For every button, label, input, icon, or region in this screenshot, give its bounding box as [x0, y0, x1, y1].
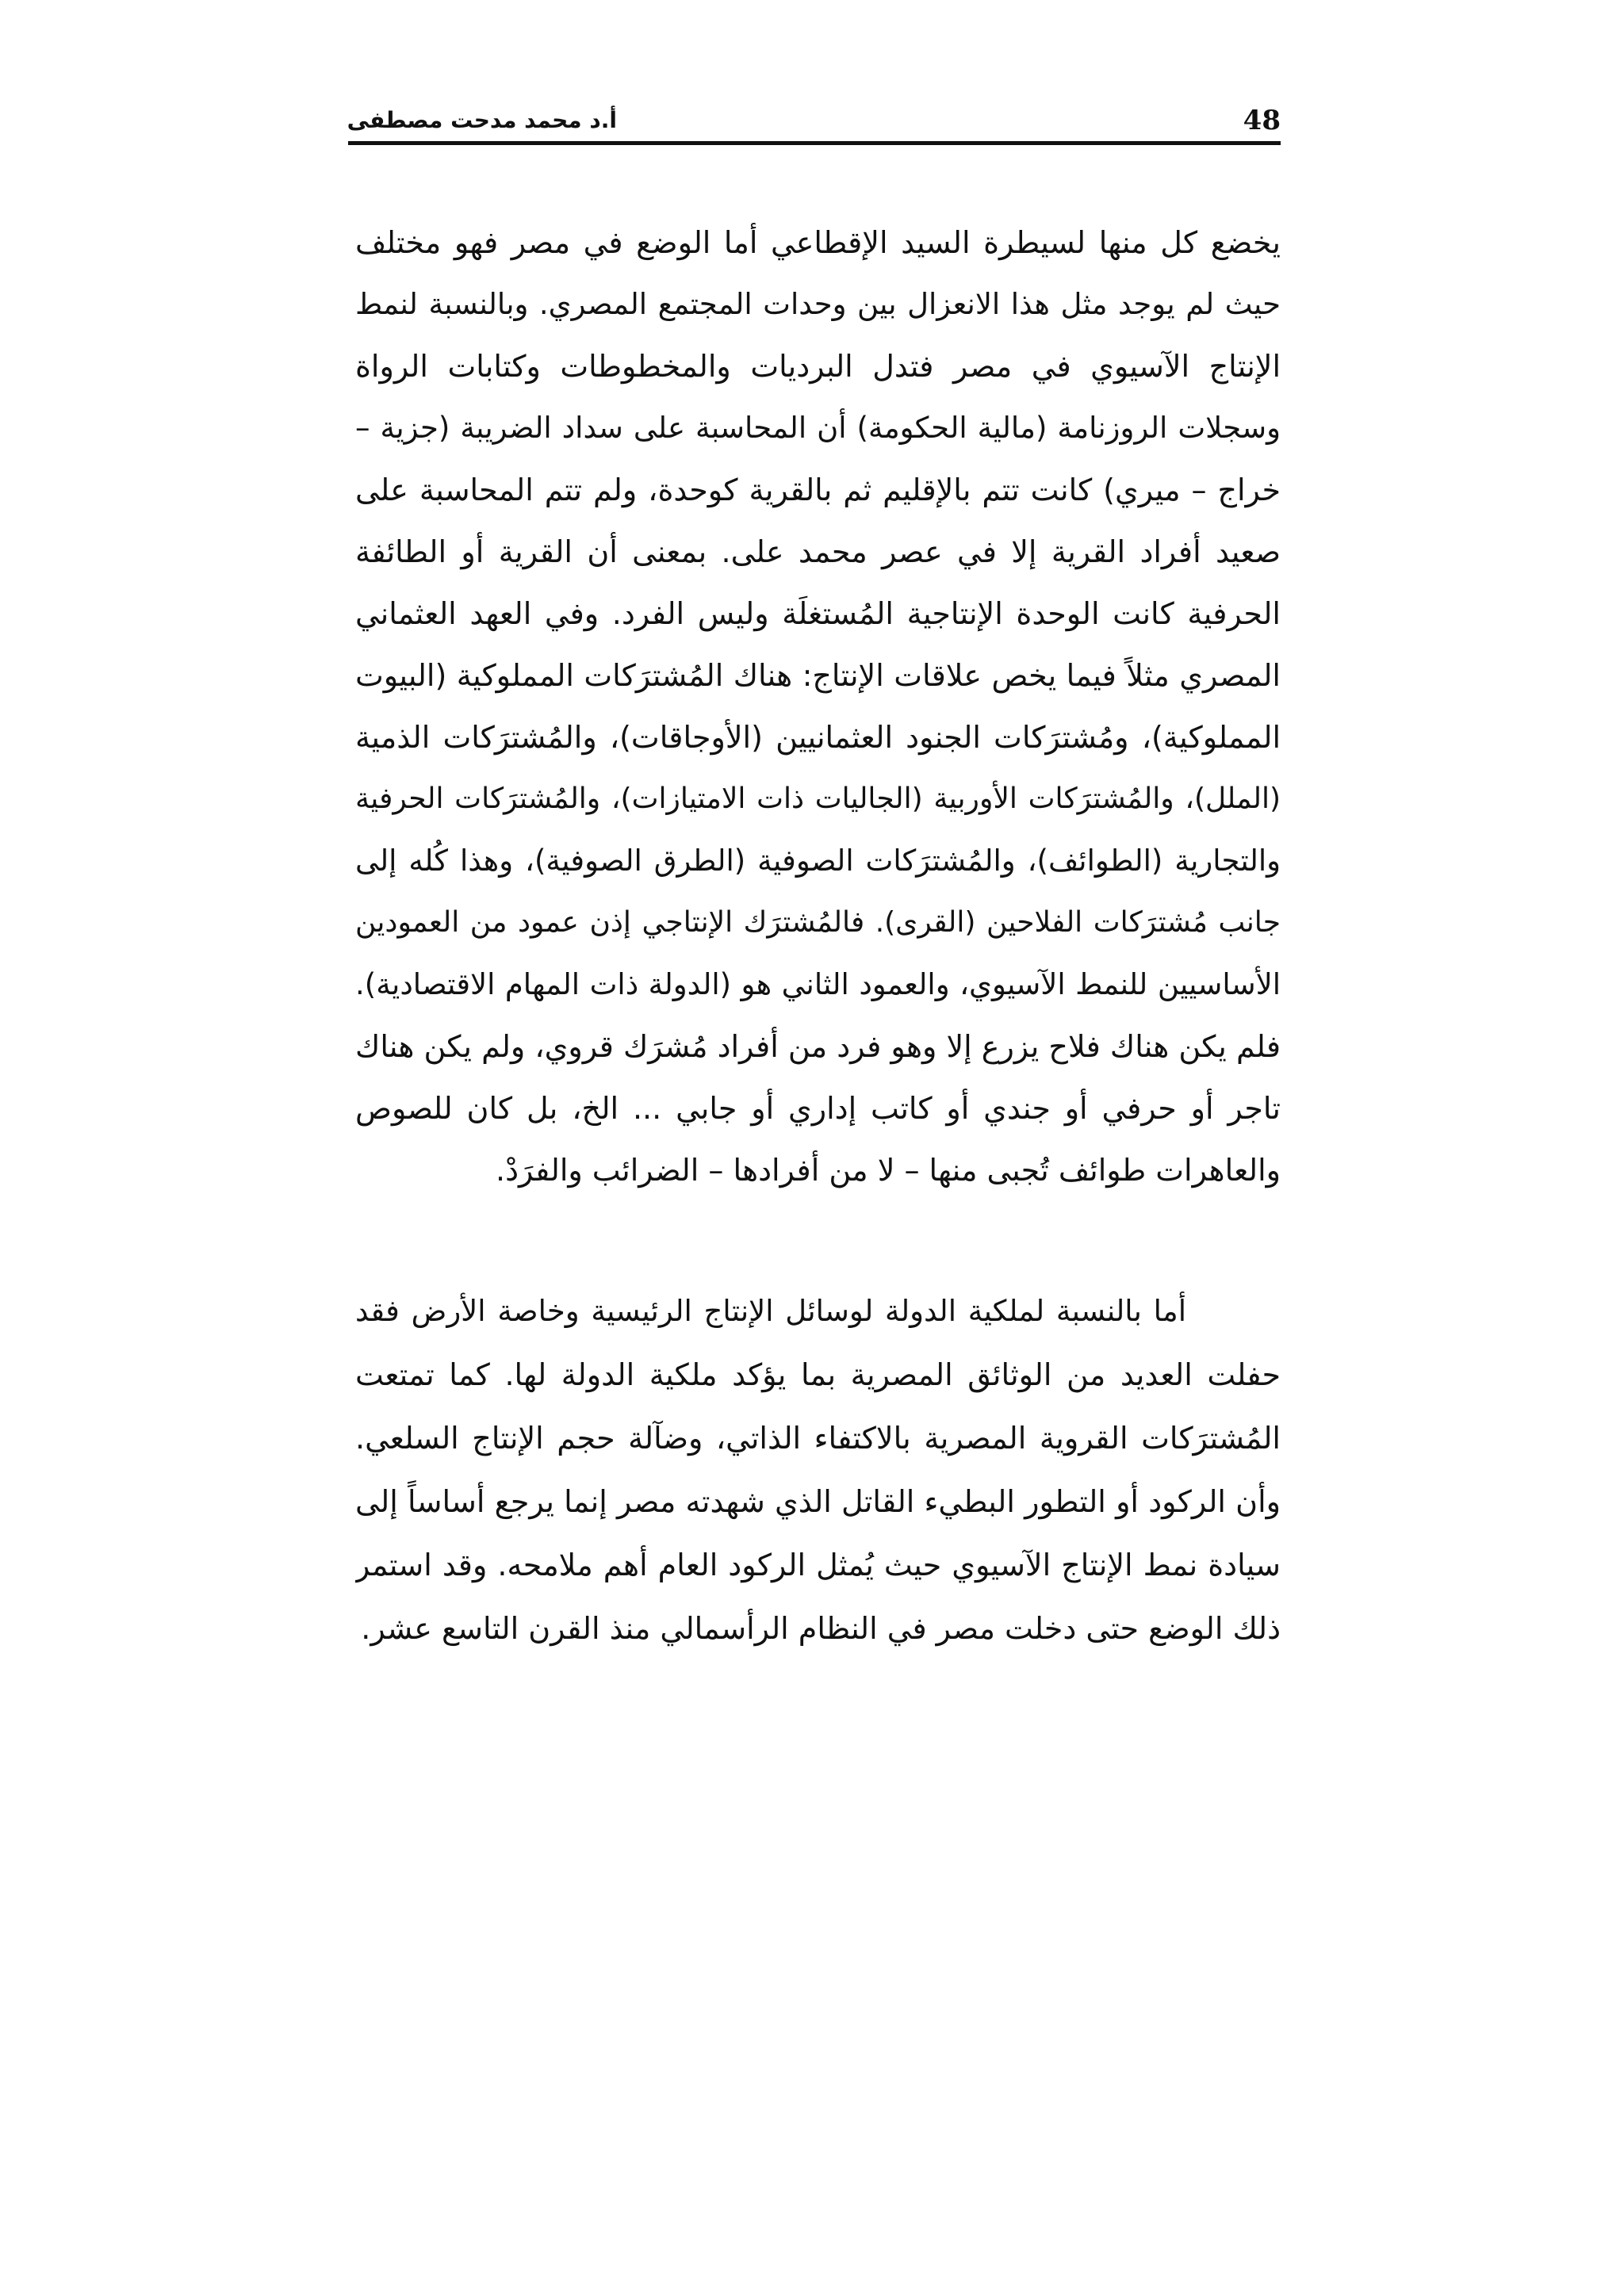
header-rule	[348, 141, 1281, 145]
text-line: يخضع كل منها لسيطرة السيد الإقطاعي أما الوضع في مصر فهو مختلف	[355, 225, 1281, 260]
text-line: وأن الركود أو التطور البطيء القاتل الذي شهدته مصر إنما يرجع أساساً إلى	[355, 1484, 1281, 1519]
text-line: الأساسيين للنمط الآسيوي، والعمود الثاني هو (الدولة ذات المهام الاقتصادية).	[355, 967, 1281, 1001]
text-line: والعاهرات طوائف تُجبى منها – لا من أفرادها – الضرائب والفرَدْ.	[496, 1153, 1281, 1188]
text-line: ذلك الوضع حتى دخلت مصر في النظام الرأسمالي منذ القرن التاسع عشر.	[361, 1611, 1281, 1646]
text-line: سيادة نمط الإنتاج الآسيوي حيث يُمثل الركود العام أهم ملامحه. وقد استمر	[355, 1548, 1281, 1582]
running-header-author: أ.د محمد مدحت مصطفى	[347, 107, 617, 133]
text-line: الحرفية كانت الوحدة الإنتاجية المُستغلَة وليس الفرد. وفي العهد العثماني	[355, 596, 1281, 631]
paragraph	[355, 212, 1281, 1201]
text-line: حيث لم يوجد مثل هذا الانعزال بين وحدات المجتمع المصري. وبالنسبة لنمط	[355, 287, 1281, 321]
text-line: أما بالنسبة لملكية الدولة لوسائل الإنتاج الرئيسية وخاصة الأرض فقد	[355, 1294, 1186, 1328]
text-line: جانب مُشترَكات الفلاحين (القرى). فالمُشترَك الإنتاجي إذن عمود من العمودين	[355, 906, 1281, 939]
text-line: المصري مثلاً فيما يخص علاقات الإنتاج: هناك المُشترَكات المملوكية (البيوت	[355, 658, 1281, 693]
page-number: 48	[1243, 105, 1281, 136]
paragraph	[355, 1280, 1281, 1660]
text-line: حفلت العديد من الوثائق المصرية بما يؤكد ملكية الدولة لها. كما تمتعت	[355, 1357, 1281, 1392]
text-line: والتجارية (الطوائف)، والمُشترَكات الصوفية (الطرق الصوفية)، وهذا كُله إلى	[355, 844, 1281, 878]
text-line: المملوكية)، ومُشترَكات الجنود العثمانيين (الأوجاقات)، والمُشترَكات الذمية	[355, 720, 1281, 755]
text-line: المُشترَكات القروية المصرية بالاكتفاء الذاتي، وضآلة حجم الإنتاج السلعي.	[355, 1421, 1281, 1456]
text-line: تاجر أو حرفي أو جندي أو كاتب إداري أو جابي ... الخ، بل كان للصوص	[355, 1091, 1281, 1126]
text-line: الإنتاج الآسيوي في مصر فتدل البرديات والمخطوطات وكتابات الرواة	[355, 349, 1281, 384]
text-line: (الملل)، والمُشترَكات الأوربية (الجاليات ذات الامتيازات)، والمُشترَكات الحرفية	[355, 783, 1281, 815]
text-line: صعيد أفراد القرية إلا في عصر محمد على. بمعنى أن القرية أو الطائفة	[355, 534, 1281, 569]
text-line: وسجلات الروزنامة (مالية الحكومة) أن المحاسبة على سداد الضريبة (جزية –	[355, 411, 1281, 445]
text-line: خراج – ميري) كانت تتم بالإقليم ثم بالقرية كوحدة، ولم تتم المحاسبة على	[355, 473, 1281, 507]
text-line: فلم يكن هناك فلاح يزرع إلا وهو فرد من أفراد مُشرَك قروي، ولم يكن هناك	[355, 1029, 1281, 1064]
